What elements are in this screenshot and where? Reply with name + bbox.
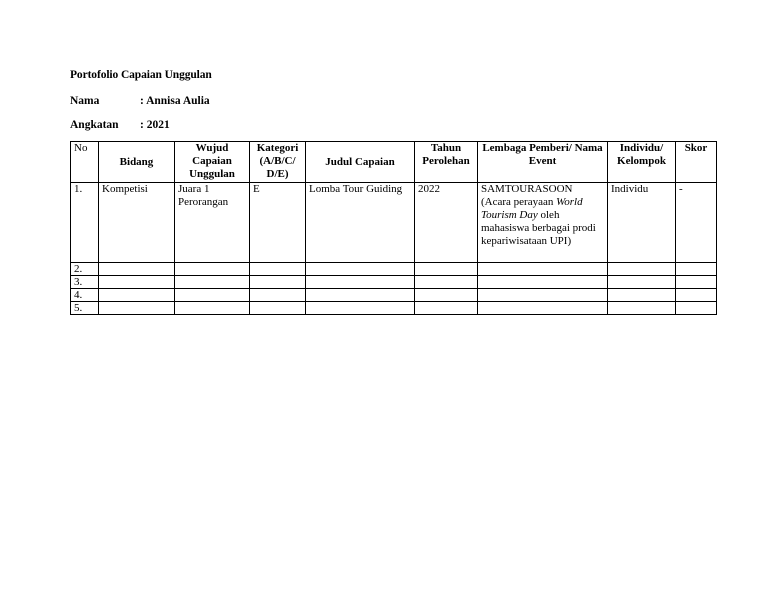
header-wujud: Wujud Capaian Unggulan: [175, 142, 250, 183]
lembaga-text-pre: SAMTOURASOON (Acara perayaan: [481, 183, 573, 208]
angkatan-value: : 2021: [140, 119, 170, 131]
cell-empty: [99, 302, 175, 315]
cell-empty: [415, 289, 478, 302]
cell-empty: [608, 289, 676, 302]
lembaga-text-post: oleh mahasiswa berbagai prodi kepariwisataan UPI): [481, 209, 596, 247]
table-row: [71, 289, 717, 302]
cell-empty: [676, 263, 717, 276]
cell-empty: [99, 263, 175, 276]
table-header-row: [71, 142, 717, 183]
cell-empty: [306, 263, 415, 276]
cell-empty: [175, 289, 250, 302]
cell-no: 3.: [71, 276, 99, 289]
cell-empty: [415, 302, 478, 315]
cell-no: 1.: [71, 183, 99, 263]
table-row: [71, 263, 717, 276]
cell-judul: Lomba Tour Guiding: [306, 183, 415, 263]
cell-skor: -: [676, 183, 717, 263]
nama-value: : Annisa Aulia: [140, 95, 210, 107]
cell-empty: [478, 263, 608, 276]
cell-empty: [250, 289, 306, 302]
angkatan-label: Angkatan: [70, 119, 119, 131]
cell-empty: [676, 289, 717, 302]
header-no: No: [71, 142, 99, 183]
cell-empty: [478, 289, 608, 302]
cell-tahun: 2022: [415, 183, 478, 263]
cell-individu: Individu: [608, 183, 676, 263]
header-kategori: Kategori (A/B/C/ D/E): [250, 142, 306, 183]
cell-empty: [250, 263, 306, 276]
header-lembaga: Lembaga Pemberi/ Nama Event: [478, 142, 608, 183]
nama-row: [70, 95, 210, 107]
cell-empty: [676, 302, 717, 315]
header-individu: Individu/ Kelompok: [608, 142, 676, 183]
cell-empty: [306, 302, 415, 315]
cell-empty: [175, 263, 250, 276]
cell-empty: [608, 276, 676, 289]
cell-bidang: Kompetisi: [99, 183, 175, 263]
cell-empty: [250, 302, 306, 315]
cell-empty: [99, 276, 175, 289]
angkatan-row: [70, 119, 170, 131]
cell-wujud: Juara 1 Perorangan: [175, 183, 250, 263]
cell-no: 5.: [71, 302, 99, 315]
table-row: [71, 276, 717, 289]
cell-empty: [306, 276, 415, 289]
portfolio-table: [70, 141, 717, 315]
cell-empty: [478, 276, 608, 289]
cell-empty: [478, 302, 608, 315]
cell-lembaga: [478, 183, 608, 263]
cell-empty: [175, 276, 250, 289]
lembaga-text-italic: World Tourism Day: [481, 196, 583, 221]
cell-kategori: E: [250, 183, 306, 263]
table-row: [71, 183, 717, 263]
cell-empty: [250, 276, 306, 289]
header-bidang: Bidang: [99, 142, 175, 183]
cell-empty: [175, 302, 250, 315]
cell-empty: [608, 263, 676, 276]
cell-empty: [676, 276, 717, 289]
header-judul: Judul Capaian: [306, 142, 415, 183]
cell-no: 2.: [71, 263, 99, 276]
header-tahun: Tahun Perolehan: [415, 142, 478, 183]
cell-empty: [99, 289, 175, 302]
document-title: Portofolio Capaian Unggulan: [70, 69, 212, 81]
cell-no: 4.: [71, 289, 99, 302]
header-skor: Skor: [676, 142, 717, 183]
cell-empty: [415, 263, 478, 276]
cell-empty: [306, 289, 415, 302]
nama-label: Nama: [70, 95, 100, 107]
cell-empty: [415, 276, 478, 289]
table-row: [71, 302, 717, 315]
cell-empty: [608, 302, 676, 315]
